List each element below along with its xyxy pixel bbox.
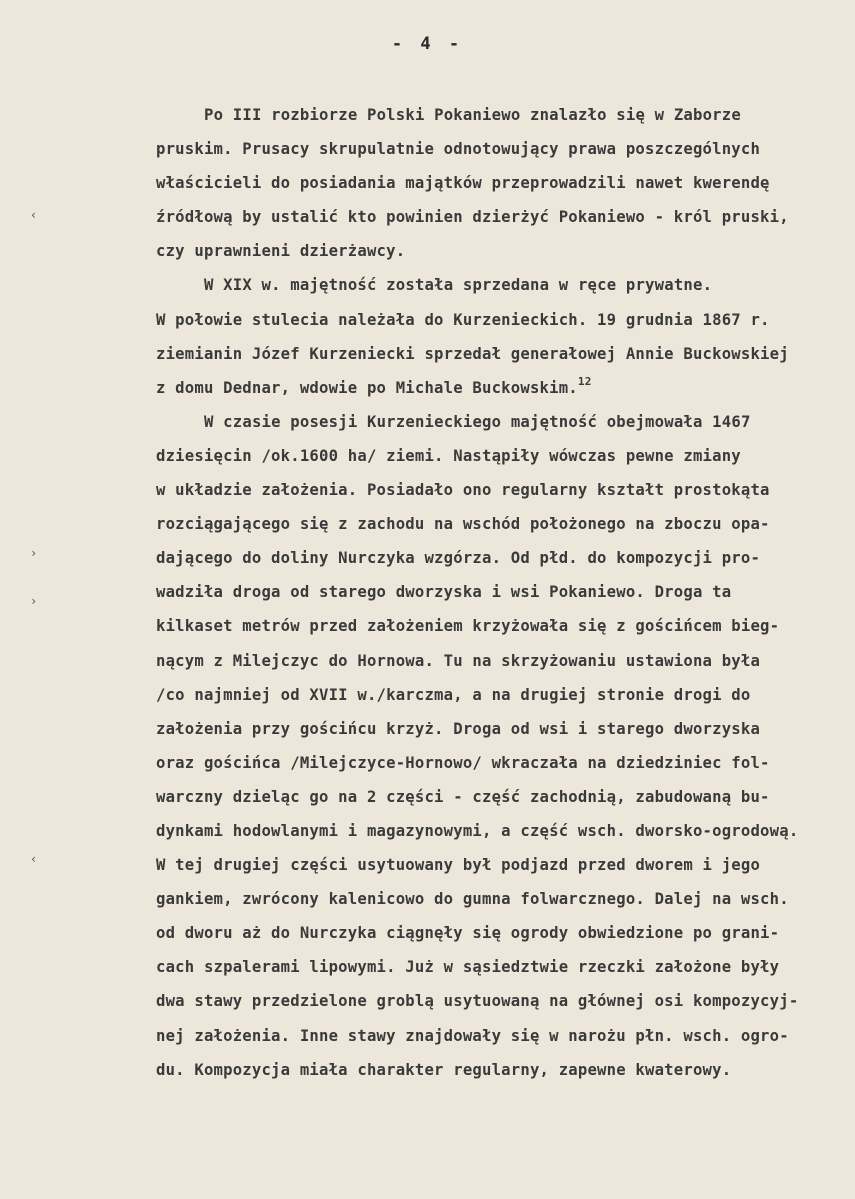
footnote-ref: 12 bbox=[577, 374, 592, 388]
text-line-content: dającego do doliny Nurczyka wzgórza. Od płd. do kompozycji pro- bbox=[156, 549, 761, 568]
margin-mark: ‹ bbox=[30, 852, 38, 866]
text-line bbox=[156, 780, 841, 814]
text-line-content: założenia przy gościńcu krzyż. Droga od wsi i starego dworzyska bbox=[156, 719, 761, 738]
text-line-content: z domu Dednar, wdowie po Michale Buckowskim. bbox=[156, 378, 578, 397]
text-line bbox=[156, 166, 841, 200]
text-line-content: du. Kompozycja miała charakter regularny, zapewne kwaterowy. bbox=[156, 1060, 732, 1079]
text-line-content: W tej drugiej części usytuowany był podjazd przed dworem i jego bbox=[156, 856, 761, 875]
text-line bbox=[156, 371, 841, 405]
text-line bbox=[156, 303, 841, 337]
text-line-content: właścicieli do posiadania majątków przeprowadzili nawet kwerendę bbox=[156, 174, 770, 193]
text-line-content: ziemianin Józef Kurzeniecki sprzedał generałowej Annie Buckowskiej bbox=[156, 344, 789, 363]
text-line bbox=[156, 712, 841, 746]
text-line-content: /co najmniej od XVII w./karczma, a na drugiej stronie drogi do bbox=[156, 685, 751, 704]
text-line bbox=[156, 950, 841, 984]
text-line-content: W XIX w. majętność została sprzedana w ręce prywatne. bbox=[204, 276, 713, 295]
text-line-content: oraz gościńca /Milejczyce-Hornowo/ wkraczała na dziedziniec fol- bbox=[156, 753, 770, 772]
text-line bbox=[156, 1019, 841, 1053]
text-line bbox=[156, 575, 841, 609]
text-line bbox=[156, 439, 841, 473]
text-line-content: nej założenia. Inne stawy znajdowały się w narożu płn. wsch. ogro- bbox=[156, 1026, 789, 1045]
text-line bbox=[156, 268, 841, 302]
text-line bbox=[156, 644, 841, 678]
text-line bbox=[156, 473, 841, 507]
text-line bbox=[156, 234, 841, 268]
page-number: - 4 - bbox=[391, 34, 464, 54]
text-line-content: w układzie założenia. Posiadało ono regularny kształt prostokąta bbox=[156, 481, 770, 500]
text-line-content: W czasie posesji Kurzenieckiego majętność obejmowała 1467 bbox=[204, 412, 751, 431]
margin-mark: ‹ bbox=[30, 208, 38, 222]
text-line bbox=[156, 916, 841, 950]
margin-mark: › bbox=[30, 546, 38, 560]
text-line bbox=[156, 507, 841, 541]
text-line-content: dynkami hodowlanymi i magazynowymi, a część wsch. dworsko-ogrodową. bbox=[156, 821, 799, 840]
text-line bbox=[156, 678, 841, 712]
text-line bbox=[156, 200, 841, 234]
text-line-content: źródłową by ustalić kto powinien dzierżyć Pokaniewo - król pruski, bbox=[156, 208, 789, 227]
text-line bbox=[156, 848, 841, 882]
text-line-content: cach szpalerami lipowymi. Już w sąsiedztwie rzeczki założone były bbox=[156, 958, 780, 977]
text-line-content: nącym z Milejczyc do Hornowa. Tu na skrzyżowaniu ustawiona była bbox=[156, 651, 761, 670]
text-line-content: Po III rozbiorze Polski Pokaniewo znalazło się w Zaborze bbox=[204, 106, 741, 124]
text-line bbox=[156, 1053, 841, 1087]
text-line bbox=[156, 746, 841, 780]
text-line bbox=[156, 984, 841, 1018]
text-line-content: od dworu aż do Nurczyka ciągnęły się ogrody obwiedzione po grani- bbox=[156, 924, 780, 943]
text-line-content: kilkaset metrów przed założeniem krzyżowała się z gościńcem bieg- bbox=[156, 617, 780, 636]
text-line bbox=[156, 541, 841, 575]
text-line bbox=[156, 98, 841, 132]
text-line bbox=[156, 337, 841, 371]
text-line-content: rozciągającego się z zachodu na wschód położonego na zboczu opa- bbox=[156, 515, 770, 534]
text-line-content: warczny dzieląc go na 2 części - część zachodnią, zabudowaną bu- bbox=[156, 787, 770, 806]
margin-mark: › bbox=[30, 594, 38, 608]
text-line-content: dwa stawy przedzielone groblą usytuowaną na głównej osi kompozycyj- bbox=[156, 992, 799, 1011]
text-line-content: W połowie stulecia należała do Kurzenieckich. 19 grudnia 1867 r. bbox=[156, 310, 770, 329]
text-line bbox=[156, 609, 841, 643]
text-line-content: dziesięcin /ok.1600 ha/ ziemi. Nastąpiły wówczas pewne zmiany bbox=[156, 446, 741, 465]
text-line bbox=[156, 814, 841, 848]
body-text bbox=[156, 98, 841, 1087]
text-line bbox=[156, 132, 841, 166]
text-line bbox=[156, 882, 841, 916]
text-line-content: pruskim. Prusacy skrupulatnie odnotowujący prawa poszczególnych bbox=[156, 140, 761, 159]
text-line-content: gankiem, zwrócony kalenicowo do gumna folwarcznego. Dalej na wsch. bbox=[156, 890, 789, 909]
text-line bbox=[156, 405, 841, 439]
text-line-content: wadziła droga od starego dworzyska i wsi Pokaniewo. Droga ta bbox=[156, 583, 732, 602]
text-line-content: czy uprawnieni dzierżawcy. bbox=[156, 242, 406, 261]
